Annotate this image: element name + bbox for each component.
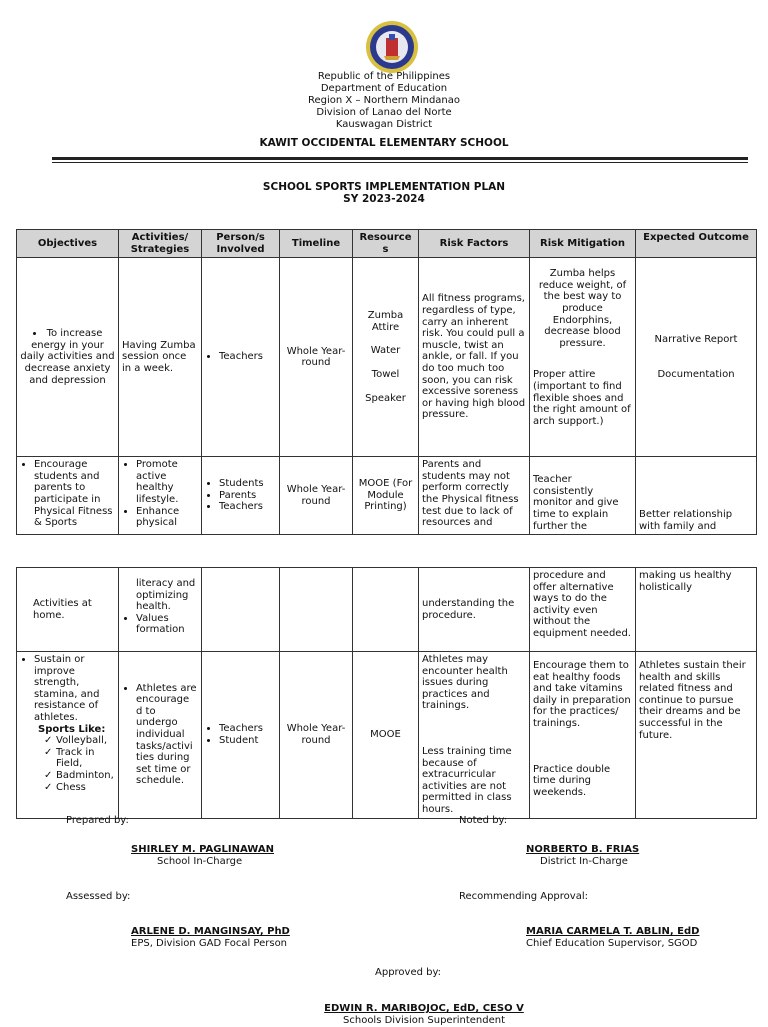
risk-text: Less training time because of extracurricular activities are not permitted in class hours. (422, 745, 512, 815)
activity-item: • Values formation (136, 613, 198, 636)
resource-item: Zumba Attire (367, 310, 404, 333)
person-cell (202, 258, 280, 457)
col-header-resources: Resource s (353, 230, 419, 258)
outcome-cell: making us healthy holistically (636, 568, 757, 652)
outcome-cell: Better relationship with family and (636, 457, 757, 535)
sport-item: ✓ Volleyball, (56, 735, 115, 747)
sport-item: ✓ Chess (56, 782, 115, 794)
table-row (17, 457, 757, 535)
person-item: • Students (219, 478, 276, 490)
outcome-text: Documentation (657, 368, 735, 380)
objective-item: • Sustain or improve strength, stamina, and resistance of athletes. (34, 654, 115, 724)
plan-table-page-2 (16, 567, 757, 819)
noted-label: Noted by: (459, 815, 508, 826)
objective-cell (17, 258, 119, 457)
approved-signatory (284, 1003, 564, 1027)
assessed-signatory (131, 926, 290, 950)
person-cell (202, 457, 280, 535)
col-header-activities: Activities/ Strategies (119, 230, 202, 258)
prepared-label: Prepared by: (66, 815, 129, 826)
resources-cell (353, 258, 419, 457)
signatory-name: MARIA CARMELA T. ABLIN, EdD (526, 926, 700, 937)
outcome-cell: Athletes sustain their health and skills related fitness and continue to pursue their dreams and be successful in the future. (636, 652, 757, 819)
col-header-expected-outcome: Expected Outcome (636, 230, 757, 258)
deped-seal-logo (364, 20, 420, 74)
resource-item: Towel (371, 368, 400, 380)
plan-table-page-1 (16, 229, 757, 535)
signatory-name: NORBERTO B. FRIAS (526, 844, 640, 855)
activity-cell: Having Zumba session once in a week. (119, 258, 202, 457)
objective-cell (17, 457, 119, 535)
person-item: • Teachers (219, 723, 276, 735)
table-row (17, 652, 757, 819)
person-item: • Student (219, 735, 276, 747)
header-line: Region X – Northern Mindanao (308, 95, 460, 106)
activity-cell (119, 652, 202, 819)
activity-cell (119, 457, 202, 535)
header-lines (0, 71, 768, 131)
timeline-cell: Whole Year-round (280, 457, 353, 535)
timeline-cell (280, 568, 353, 652)
prepared-signatory (131, 844, 274, 868)
sport-item: ✓ Track in Field, (56, 747, 115, 770)
header-line: Division of Lanao del Norte (316, 107, 452, 118)
person-item: • Teachers (219, 351, 276, 363)
col-header-timeline: Timeline (280, 230, 353, 258)
risk-cell: All fitness programs, regardless of type, carry an inherent risk. You could pull a muscle, twist an ankle, or fall. If you do too much too soon, you can risk excessive soreness or having high blood pressure. (419, 258, 530, 457)
timeline-cell: Whole Year-round (280, 652, 353, 819)
objective-item: • Encourage students and parents to participate in Physical Fitness & Sports (34, 459, 115, 529)
signatory-name: EDWIN R. MARIBOJOC, EdD, CESO V (324, 1003, 524, 1014)
activity-cell (119, 568, 202, 652)
recommending-label: Recommending Approval: (459, 891, 588, 902)
sport-item: ✓ Badminton, (56, 770, 115, 782)
school-name: KAWIT OCCIDENTAL ELEMENTARY SCHOOL (259, 137, 509, 149)
mitigation-cell (530, 652, 636, 819)
person-item: • Parents (219, 490, 276, 502)
objective-cell (17, 652, 119, 819)
school-year: SY 2023-2024 (343, 193, 425, 205)
signatory-title: EPS, Division GAD Focal Person (131, 938, 288, 949)
col-header-risk-mitigation: Risk Mitigation (530, 230, 636, 258)
mitigation-text: Proper attire (important to find flexible shoes and the right amount of arch support.) (533, 369, 631, 427)
resources-cell: MOOE (For Module Printing) (353, 457, 419, 535)
signatory-title: Schools Division Superintendent (343, 1015, 505, 1026)
resource-item: Water (370, 345, 401, 357)
signatory-name: ARLENE D. MANGINSAY, PhD (131, 926, 290, 937)
timeline-cell: Whole Year-round (280, 258, 353, 457)
mitigation-cell: procedure and offer alternative ways to do the activity even without the equipment needed. (530, 568, 636, 652)
noted-signatory (526, 844, 639, 868)
col-header-persons: Person/s Involved (202, 230, 280, 258)
signatory-title: Chief Education Supervisor, SGOD (526, 938, 698, 949)
col-header-objectives: Objectives (17, 230, 119, 258)
risk-text: Athletes may encounter health issues during practices and trainings. (422, 654, 508, 712)
header-divider-thin (52, 162, 748, 163)
outcome-text: Narrative Report (654, 334, 738, 346)
table-row (17, 568, 757, 652)
person-cell (202, 568, 280, 652)
mitigation-text: Practice double time during weekends. (533, 763, 611, 798)
sports-label: Sports Like: (38, 723, 106, 735)
outcome-cell (636, 258, 757, 457)
objective-item: • To increase energy in your daily activities and decrease anxiety and depression (20, 328, 115, 386)
recommending-signatory (526, 926, 699, 950)
assessed-label: Assessed by: (66, 891, 131, 902)
header-divider (52, 157, 748, 160)
table-header-row (17, 230, 757, 258)
resources-cell: MOOE (353, 652, 419, 819)
signatory-title: School In-Charge (157, 856, 243, 867)
person-item: • Teachers (219, 501, 276, 513)
header-line: Republic of the Philippines (317, 71, 451, 82)
activity-item: • Promote active healthy lifestyle. (136, 459, 198, 505)
document-title: SCHOOL SPORTS IMPLEMENTATION PLAN (262, 181, 506, 193)
approved-label: Approved by: (375, 967, 442, 978)
header-line: Kauswagan District (335, 119, 433, 130)
risk-cell (419, 652, 530, 819)
mitigation-text: Zumba helps reduce weight, of the best way to produce Endorphins, decrease blood pressure. (538, 268, 627, 349)
signatory-name: SHIRLEY M. PAGLINAWAN (131, 844, 274, 855)
activity-item: • Enhance physical (136, 506, 198, 529)
signatory-title: District In-Charge (540, 856, 628, 867)
resources-cell (353, 568, 419, 652)
person-cell (202, 652, 280, 819)
resource-item: Speaker (365, 392, 406, 404)
mitigation-cell (530, 258, 636, 457)
header-line: Department of Education (320, 83, 448, 94)
objective-cell: Activities at home. (17, 568, 119, 652)
mitigation-text: Encourage them to eat healthy foods and take vitamins daily in preparation for the practices/ trainings. (533, 660, 631, 729)
activity-text: literacy and optimizing health. (136, 578, 196, 613)
risk-cell: Parents and students may not perform correctly the Physical fitness test due to lack of resources and (419, 457, 530, 535)
table-row (17, 258, 757, 457)
risk-cell: understanding the procedure. (419, 568, 530, 652)
mitigation-cell: Teacher consistently monitor and give time to explain further the (530, 457, 636, 535)
activity-item: • Athletes are encourage d to undergo individual tasks/activi ties during set time or schedule. (136, 683, 198, 787)
col-header-risk-factors: Risk Factors (419, 230, 530, 258)
